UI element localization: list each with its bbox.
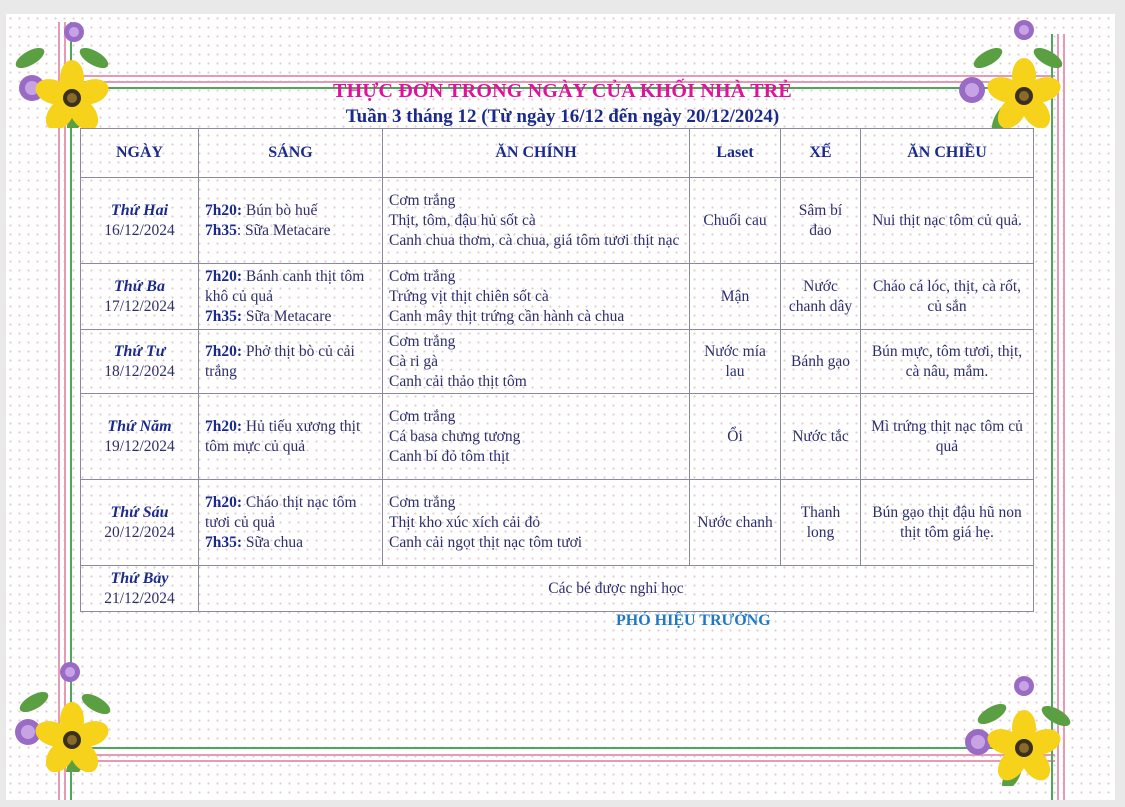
time-label: 7h20: — [205, 417, 243, 435]
main-dish: Cơm trắng — [389, 493, 456, 511]
header-morning: SÁNG — [199, 129, 383, 178]
morning-text: Sữa Metacare — [242, 307, 332, 325]
main-dish: Thịt, tôm, đậu hủ sốt cà — [389, 211, 536, 229]
day-date: 20/12/2024 — [104, 523, 175, 541]
laset-cell: Nước chanh — [690, 480, 781, 566]
day-name: Thứ Năm — [107, 417, 172, 435]
time-label: 7h20: — [205, 267, 243, 285]
time-label: 7h35: — [205, 533, 243, 551]
morning-line — [205, 307, 376, 327]
main-cell — [383, 330, 690, 394]
morning-text: Bún bò huế — [242, 201, 318, 219]
morning-line — [205, 493, 376, 533]
day-name: Thứ Bảy — [110, 569, 169, 587]
table-row — [81, 394, 1034, 480]
day-name: Thứ Ba — [114, 277, 165, 295]
xe-cell: Sâm bí đao — [781, 178, 861, 264]
time-label: 7h35: — [205, 307, 243, 325]
morning-line — [205, 417, 376, 457]
main-dish: Cơm trắng — [389, 191, 456, 209]
table-row — [81, 330, 1034, 394]
day-date: 19/12/2024 — [104, 437, 175, 455]
signer-title: PHÓ HIỆU TRƯỞNG — [616, 612, 771, 629]
header-main: ĂN CHÍNH — [383, 129, 690, 178]
flower-graphic — [15, 662, 113, 772]
morning-cell — [199, 330, 383, 394]
xe-cell: Thanh long — [781, 480, 861, 566]
table-row-saturday — [81, 566, 1034, 612]
day-cell — [81, 178, 199, 264]
main-dish: Canh bí đỏ tôm thịt — [389, 447, 510, 465]
morning-text: Hủ tiếu xương thịt tôm mực củ quả — [205, 417, 361, 455]
time-label: 7h20: — [205, 493, 243, 511]
time-label: 7h20: — [205, 201, 243, 219]
frame-line — [68, 747, 1055, 749]
main-dish: Canh mây thịt trứng cần hành cà chua — [389, 307, 625, 325]
header-day: NGÀY — [81, 129, 199, 178]
menu-table — [80, 128, 1034, 612]
day-date: 17/12/2024 — [104, 297, 175, 315]
document-title: THỰC ĐƠN TRONG NGÀY CỦA KHỐI NHÀ TRẺ — [333, 80, 792, 102]
main-dish: Thịt kho xúc xích cải đỏ — [389, 513, 541, 531]
flower-bottom-left-icon — [4, 662, 114, 772]
afternoon-cell: Bún gạo thịt đậu hũ non thịt tôm giá hẹ. — [861, 480, 1034, 566]
morning-line — [205, 342, 376, 382]
main-dish: Canh cải thảo thịt tôm — [389, 372, 527, 390]
morning-cell — [199, 178, 383, 264]
day-cell — [81, 330, 199, 394]
main-dish: Cá basa chưng tương — [389, 427, 521, 445]
main-dish: Canh cải ngọt thịt nạc tôm tươi — [389, 533, 583, 551]
day-cell — [81, 264, 199, 330]
main-cell — [383, 480, 690, 566]
table-row — [81, 178, 1034, 264]
morning-text: Sữa chua — [242, 533, 303, 551]
main-cell — [383, 178, 690, 264]
main-dish: Cơm trắng — [389, 267, 456, 285]
xe-cell: Nước chanh dây — [781, 264, 861, 330]
morning-cell — [199, 394, 383, 480]
morning-line — [205, 221, 376, 241]
day-cell — [81, 480, 199, 566]
main-dish: Cà ri gà — [389, 352, 439, 370]
main-cell — [383, 394, 690, 480]
frame-line — [68, 754, 1055, 756]
afternoon-cell: Nui thịt nạc tôm củ quả. — [861, 178, 1034, 264]
laset-cell: Mận — [690, 264, 781, 330]
main-dish: Cơm trắng — [389, 407, 456, 425]
main-cell — [383, 264, 690, 330]
day-date: 18/12/2024 — [104, 362, 175, 380]
morning-cell — [199, 480, 383, 566]
afternoon-cell: Cháo cá lóc, thịt, cà rốt, củ sắn — [861, 264, 1034, 330]
day-cell — [81, 566, 199, 612]
xe-cell: Bánh gạo — [781, 330, 861, 394]
header-xe: XẾ — [781, 129, 861, 178]
header-afternoon: ĂN CHIỀU — [861, 129, 1034, 178]
main-dish: Canh chua thơm, cà chua, giá tôm tươi thịt nạc — [389, 231, 680, 249]
flower-bottom-right-icon — [962, 676, 1072, 786]
day-name: Thứ Hai — [110, 201, 169, 219]
morning-line — [205, 201, 376, 221]
frame-line — [68, 760, 1055, 762]
xe-cell: Nước tắc — [781, 394, 861, 480]
laset-cell: Chuối cau — [690, 178, 781, 264]
table-row — [81, 264, 1034, 330]
morning-line — [205, 267, 376, 307]
morning-cell — [199, 264, 383, 330]
header-laset: Laset — [690, 129, 781, 178]
day-cell — [81, 394, 199, 480]
morning-text: : Sữa Metacare — [236, 221, 331, 239]
document-subtitle: Tuần 3 tháng 12 (Từ ngày 16/12 đến ngày 20/12/2024) — [345, 106, 780, 127]
morning-text: Cháo thịt nạc tôm tươi củ quả — [205, 493, 357, 531]
main-dish: Cơm trắng — [389, 332, 456, 350]
laset-cell: Nước mía lau — [690, 330, 781, 394]
afternoon-cell: Mì trứng thịt nạc tôm củ quả — [861, 394, 1034, 480]
time-label: 7h20: — [205, 342, 243, 360]
day-date: 16/12/2024 — [104, 221, 175, 239]
morning-line — [205, 533, 376, 553]
day-name: Thứ Tư — [113, 342, 166, 360]
time-label: 7h35 — [205, 221, 237, 239]
afternoon-cell: Bún mực, tôm tươi, thịt, cà nâu, mắm. — [861, 330, 1034, 394]
main-dish: Trứng vịt thịt chiên sốt cà — [389, 287, 549, 305]
morning-text: Phở thịt bò củ cải trắng — [205, 342, 355, 380]
frame-line — [68, 75, 1055, 77]
morning-text: Bánh canh thịt tôm khô củ quả — [205, 267, 365, 305]
laset-cell: Ổi — [690, 394, 781, 480]
flower-graphic — [965, 676, 1072, 786]
table-header-row — [81, 129, 1034, 178]
table-row — [81, 480, 1034, 566]
holiday-note: Các bé được nghỉ học — [199, 566, 1034, 612]
day-name: Thứ Sáu — [110, 503, 169, 521]
day-date: 21/12/2024 — [104, 589, 175, 607]
